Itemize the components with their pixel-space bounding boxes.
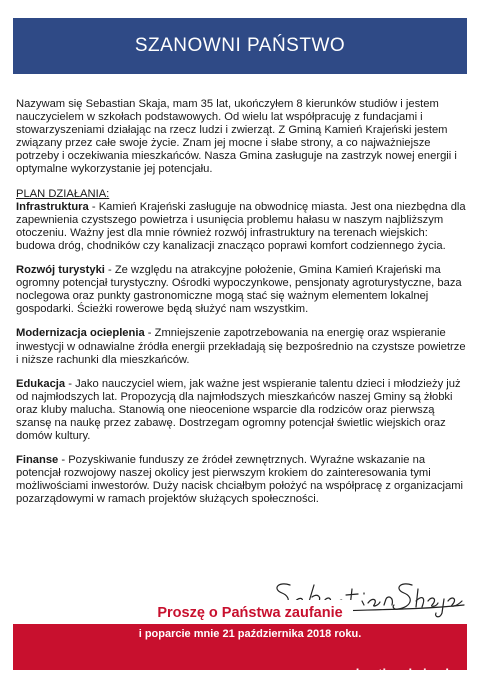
section-text: - Jako nauczyciel wiem, jak ważne jest wspieranie talentu dzieci i młodzieży już od najmłodszych lat. Propozycją dla najmłodszych mieszkańców naszej Gminy są żłobki oraz kluby malucha. Stanowią one nieocenione wsparcie dla rodziców oraz pierwszą szansę na naukę przez zabawę. Dostrzegam ogromny potencjał świetlic wiejskich oraz domów kultury.: [16, 377, 461, 443]
section-text: - Ze względu na atrakcyjne położenie, Gmina Kamień Krajeński ma ogromny potencjał turystyczny. Ośrodki wypoczynkowe, pensjonaty agroturystyczne, baza noclegowa oraz punkty gastronomiczne mogą stać się ważnym elementem lokalnej gospodarki. Ścieżki rowerowe będą służyć nam wszystkim.: [16, 264, 462, 316]
section-modernizacja: [16, 327, 468, 366]
section-infrastruktura: [16, 201, 468, 253]
section-title: Modernizacja ocieplenia: [16, 327, 145, 340]
header-band: [13, 18, 467, 74]
section-title: Infrastruktura: [16, 200, 89, 213]
section-title: Rozwój turystyki: [16, 264, 105, 277]
section-finanse: [16, 454, 468, 506]
section-title: Finanse: [16, 454, 59, 467]
committee-label: KKW SLD LEWICA RAZEM: [41, 670, 107, 676]
section-title: Edukacja: [16, 377, 66, 390]
section-edukacja: [16, 378, 468, 443]
page-title: SZANOWNI PAŃSTWO: [134, 35, 346, 56]
plan-heading: PLAN DZIAŁANIA:: [16, 187, 110, 200]
section-rozwoj-turystyki: [16, 264, 468, 316]
section-text: - Zmniejszenie zapotrzebowania na energię oraz wspieranie inwestycji w odnawialne źródła energii przekładają się bezpośrednio na czystsze powietrze i niższe rachunki dla mieszkańców.: [16, 327, 466, 366]
section-text: - Kamień Krajeński zasługuje na obwodnicę miasta. Jest ona niezbędna dla zapewnienia czystszego powietrza i usunięcia problemu hałasu w naszym najbliższym otoczeniu. Ważny jest dla mnie również rozwój infrastruktury na terenach wiejskich: budowa dróg, chodników czy kanalizacji znacząco poprawi komfort codziennego życia.: [16, 200, 466, 252]
letter-body: [16, 98, 468, 518]
signature-text: Sebastian Skaja: [268, 575, 276, 576]
header: [0, 0, 480, 84]
slogan: [110, 600, 390, 644]
slogan-line-1: Proszę o Państwa zaufanie: [147, 600, 352, 624]
footer: [0, 600, 480, 681]
section-text: - Pozyskiwanie funduszy ze źródeł zewnętrznych. Wyraźne wskazanie na potencjał rozwojowy naszej okolicy jest pierwszym krokiem do zainteresowania tymi możliwościami inwestorów. Duży nacisk chciałbym położyć na współpracę z organizacjami pozarządowymi w ramach projektów służących społeczności.: [16, 454, 464, 506]
intro-paragraph: Nazywam się Sebastian Skaja, mam 35 lat, ukończyłem 8 kierunków studiów i jestem nauczycielem w szkołach podstawowych. Od wielu lat współpracuję z fundacjami i stowarzyszeniami działając na rzecz ludzi i zwierząt. Z Gminą Kamień Krajeński jestem związany przez całe swoje życie. Znam jej mocne i słabe strony, a co najważniejsze potrzeby i oczekiwania mieszkańców. Nasza Gmina zasługuje na zastrzyk nowej energii i optymalne wykorzystanie jej potencjału.: [16, 98, 457, 176]
slogan-line-2: i poparcie mnie 21 października 2018 roku.: [138, 628, 362, 640]
website-link[interactable]: www.sebastianskaja.pl: [307, 666, 449, 681]
